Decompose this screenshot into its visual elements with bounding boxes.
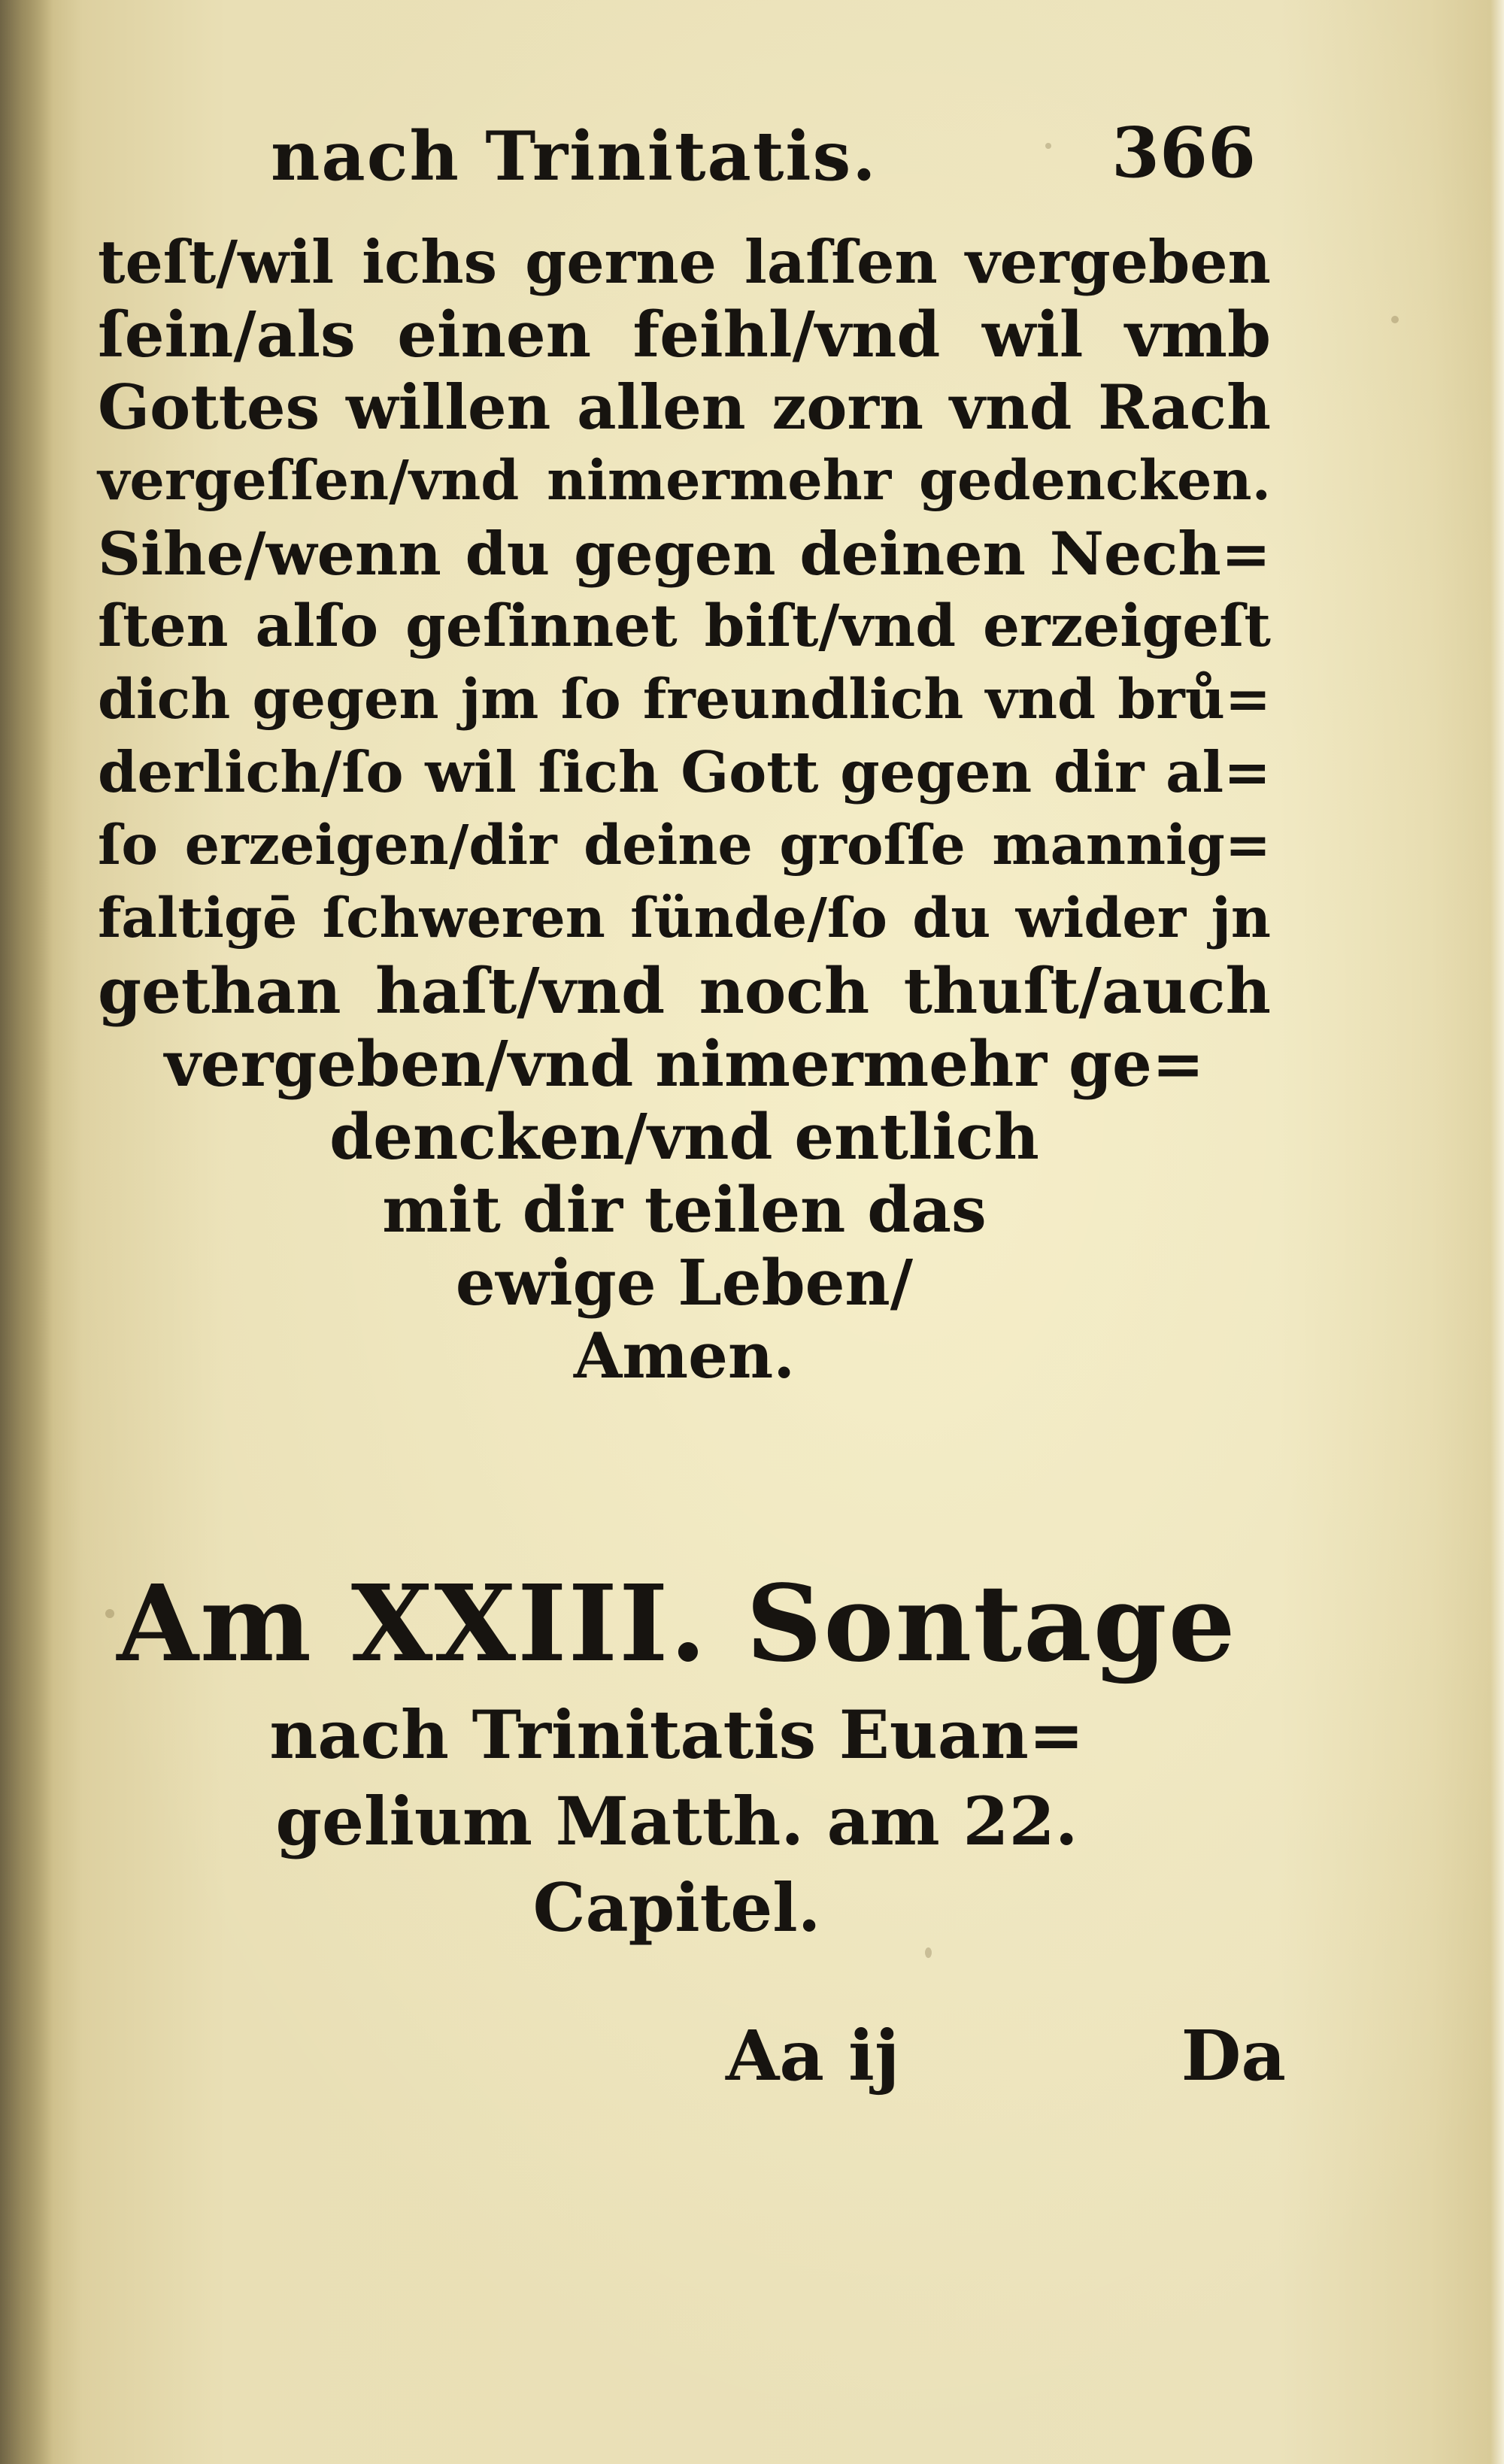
text-line: gethan haſt/vnd noch thuſt/auch xyxy=(98,954,1271,1028)
text-line: faltigē ſchweren ſünde/ſo du wider jn xyxy=(98,886,1271,950)
section-subtitle-line: Capitel. xyxy=(532,1868,821,1947)
page-header xyxy=(248,102,1256,214)
section-subtitle-line: nach Trinitatis Euan= xyxy=(269,1696,1084,1774)
paper-speck xyxy=(1391,316,1399,323)
signature-mark: Aa ij xyxy=(726,2015,900,2096)
text-line: ſein/als einen feihl/vnd wil vmb xyxy=(98,298,1271,371)
running-head: nach Trinitatis. xyxy=(271,117,878,196)
catchword: Da xyxy=(1181,2015,1286,2096)
section-subtitle-line: gelium Matth. am 22. xyxy=(275,1782,1078,1860)
text-line: Gottes willen allen zorn vnd Rach xyxy=(98,372,1271,444)
section-heading xyxy=(113,1556,1241,1951)
text-line: dich gegen jm ſo freundlich vnd brů= xyxy=(98,667,1271,732)
text-line: mit dir teilen das xyxy=(382,1173,987,1247)
text-line: Amen. xyxy=(573,1319,796,1393)
text-line: Sihe/wenn du gegen deinen Nech= xyxy=(98,519,1271,589)
text-line: ſo erzeigen/dir deine groſſe mannig= xyxy=(98,813,1271,877)
page-edge xyxy=(1490,0,1504,2464)
text-line: teſt/wil ichs gerne laſſen vergeben xyxy=(98,227,1271,297)
text-line: vergeſſen/vnd nimermehr gedencken. xyxy=(98,448,1271,513)
binding-gutter xyxy=(0,0,53,2464)
body-text xyxy=(98,226,1271,1393)
text-line: ewige Leben/ xyxy=(455,1246,914,1320)
text-line: derlich/ſo wil ſich Gott gegen dir al= xyxy=(98,739,1271,805)
page-footer xyxy=(692,2015,1293,2113)
text-line: vergeben/vnd nimermehr ge= xyxy=(164,1027,1205,1101)
page-number: 366 xyxy=(1111,112,1256,193)
text-line: dencken/vnd entlich xyxy=(329,1100,1039,1174)
text-line: ſten alſo geſinnet biſt/vnd erzeigeſt xyxy=(98,593,1271,660)
section-title: Am XXIII. Sontage xyxy=(117,1562,1237,1686)
